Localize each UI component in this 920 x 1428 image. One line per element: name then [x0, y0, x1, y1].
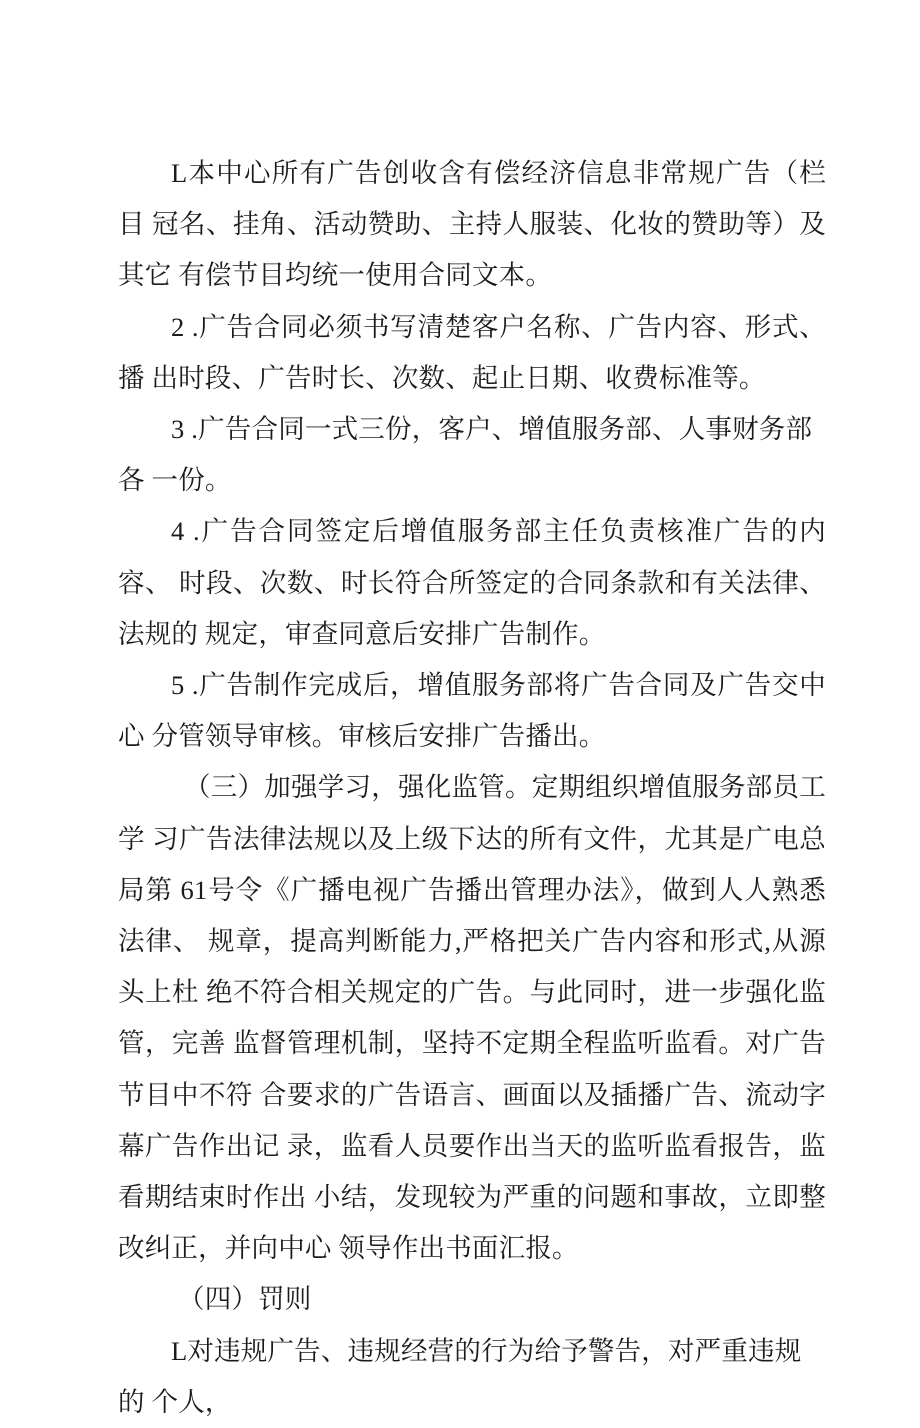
paragraph-item-5: 5 .广告制作完成后，增值服务部将广告合同及广告交中心 分管领导审核。审核后安排广告播出。	[118, 670, 826, 752]
paragraph-item-3: 3 .广告合同一式三份，客户、增值服务部、人事财务部各 一份。	[118, 414, 813, 496]
paragraph-item-2: 2 .广告合同必须书写清楚客户名称、广告内容、形式、播 出时段、广告时长、次数、起止日期、收费标准等。	[118, 311, 826, 393]
paragraph-item-1: L本中心所有广告创收含有偿经济信息非常规广告（栏目 冠名、挂角、活动赞助、主持人服装、化妆的赞助等）及其它 有偿节目均统一使用合同文本。	[118, 158, 826, 291]
paragraph-item-1-penalty: L对违规广告、违规经营的行为给予警告，对严重违规的 个人，	[118, 1335, 802, 1417]
paragraph-item-4: 4 .广告合同签定后增值服务部主任负责核准广告的内容、 时段、次数、时长符合所签定的合同条款和有关法律、法规的 规定，审查同意后安排广告制作。	[118, 516, 826, 649]
document-text-body	[118, 148, 826, 1428]
paragraph-section-four: （四）罚则	[178, 1284, 312, 1315]
paragraph-section-three: （三）加强学习，强化监管。定期组织增值服务部员工学 习广告法律法规以及上级下达的所有文件，尤其是广电总局第 61号令《广播电视广告播出管理办法》，做到人人熟悉法律、 规章，提高判断能力,严格把关广告内容和形式,从源头上杜 绝不符合相关规定的广告。与此同时，进一步强化监管，完善 监督管理机制，坚持不定期全程监听监看。对广告节目中不符 合要求的广告语言、画面以及插播广告、流动字幕广告作出记 录，监看人员要作出当天的监听监看报告，监看期结束时作出 小结，发现较为严重的问题和事故，立即整改纠正，并向中心 领导作出书面汇报。	[118, 772, 826, 1264]
